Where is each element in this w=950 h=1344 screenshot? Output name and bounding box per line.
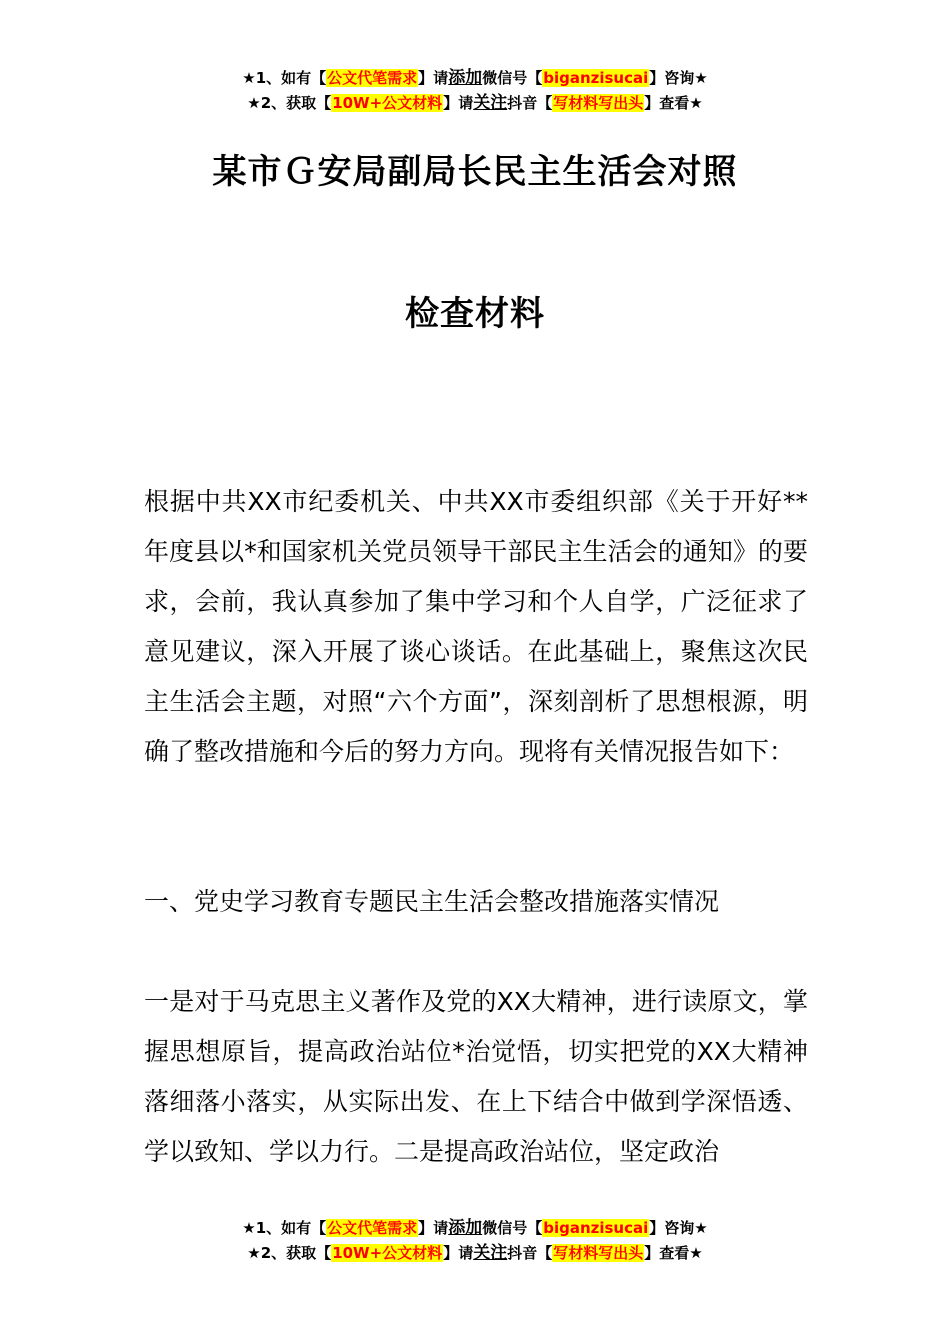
banner-highlight-wechat-id: biganzisucai [543, 1219, 649, 1237]
banner-highlight-wechat-id: biganzisucai [543, 69, 649, 87]
banner-line-2-prefix: ★2、获取【 [247, 94, 332, 112]
banner-line-2-middle: 】请 [443, 94, 474, 112]
banner-line-2-middle-2: 抖音【 [507, 94, 553, 112]
banner-emphasis-add: 添加 [448, 68, 483, 88]
section-paragraph: 一是对于马克思主义著作及党的XX大精神，进行读原文，掌握思想原旨，提高政治站位*治觉悟，切实把党的XX大精神落细落小落实，从实际出发、在上下结合中做到学深悟透、学以致知、学以力行。二是提高政治站位，坚定政治 [144, 987, 808, 1166]
banner-line-1-prefix: ★1、如有【 [242, 1219, 327, 1237]
banner-emphasis-follow: 关注 [473, 93, 508, 113]
banner-highlight-douyin-account: 写材料写出头 [553, 1244, 644, 1262]
banner-line-2-middle: 】请 [443, 1244, 474, 1262]
banner-line-2 [0, 91, 950, 116]
banner-highlight-materials: 10W+公文材料 [332, 1244, 443, 1262]
banner-line-1-middle: 】请 [418, 1219, 449, 1237]
banner-line-1 [0, 1216, 950, 1241]
banner-emphasis-follow: 关注 [473, 1243, 508, 1263]
banner-line-2-prefix: ★2、获取【 [247, 1244, 332, 1262]
top-banner [0, 66, 950, 116]
banner-emphasis-add: 添加 [448, 1218, 483, 1238]
banner-line-2-suffix: 】查看★ [644, 1244, 703, 1262]
section-heading: 一、党史学习教育专题民主生活会整改措施落实情况 [144, 887, 720, 916]
banner-highlight-materials: 10W+公文材料 [332, 94, 443, 112]
banner-line-1-suffix: 】咨询★ [649, 1219, 708, 1237]
banner-line-2 [0, 1241, 950, 1266]
banner-line-1-suffix: 】咨询★ [649, 69, 708, 87]
banner-line-2-suffix: 】查看★ [644, 94, 703, 112]
banner-line-1 [0, 66, 950, 91]
bottom-banner [0, 1216, 950, 1266]
banner-highlight-service: 公文代笔需求 [327, 69, 418, 87]
banner-line-2-middle-2: 抖音【 [507, 1244, 553, 1262]
banner-highlight-service: 公文代笔需求 [327, 1219, 418, 1237]
banner-line-1-middle-2: 微信号【 [482, 1219, 543, 1237]
document-title-line-1: 某市Ｇ安局副局长民主生活会对照 [212, 152, 738, 192]
document-title-line-2: 检查材料 [405, 294, 545, 334]
banner-line-1-prefix: ★1、如有【 [242, 69, 327, 87]
banner-line-1-middle-2: 微信号【 [482, 69, 543, 87]
intro-paragraph: 根据中共XX市纪委机关、中共XX市委组织部《关于开好**年度县以*和国家机关党员领导干部民主生活会的通知》的要求，会前，我认真参加了集中学习和个人自学，广泛征求了意见建议，深入开展了谈心谈话。在此基础上，聚焦这次民主生活会主题，对照“六个方面”，深刻剖析了思想根源，明确了整改措施和今后的努力方向。现将有关情况报告如下： [144, 487, 808, 766]
banner-line-1-middle: 】请 [418, 69, 449, 87]
banner-highlight-douyin-account: 写材料写出头 [553, 94, 644, 112]
